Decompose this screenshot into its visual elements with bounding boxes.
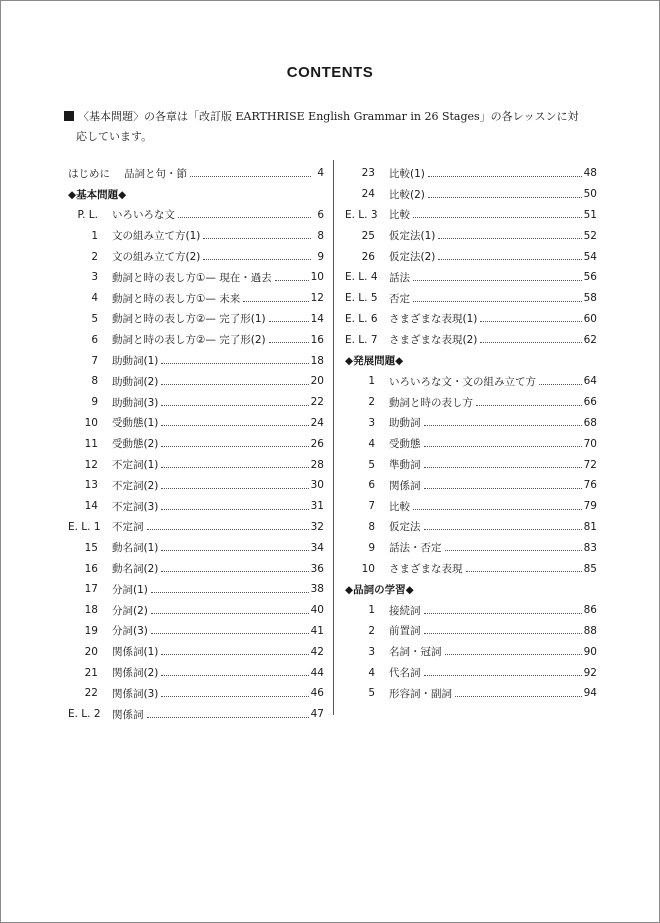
toc-entry-prefix: はじめに [68,167,110,180]
toc-entry-number: 7 [368,500,375,513]
toc-entry[interactable] [68,205,324,226]
toc-entry-number: 3 [91,271,98,284]
toc-entry-page: 38 [310,583,324,596]
toc-entry-label: 不定詞(3) [112,500,159,513]
dot-leader [466,571,582,572]
toc-entry[interactable] [345,662,597,683]
dot-leader [151,633,309,634]
toc-entry-number: E. L. 1 [68,520,101,533]
dot-leader [161,363,308,364]
dot-leader [445,654,582,655]
dot-leader [203,259,311,260]
toc-entry-label: 動詞と時の表し方 [389,396,473,409]
toc-entry-label: 動詞と時の表し方①— 未来 [112,292,241,305]
toc-entry-label: 前置詞 [389,625,421,638]
toc-entry-label: 助動詞(1) [112,355,159,368]
toc-entry-label: 分詞(2) [112,604,148,617]
toc-entry-page: 20 [310,375,324,388]
toc-entry[interactable] [345,225,597,246]
toc-entry[interactable] [345,371,597,392]
toc-entry-label: 動詞と時の表し方②— 完了形(2) [112,334,266,347]
toc-entry-page: 88 [583,624,597,637]
toc-entry-label: 形容詞・副詞 [389,687,452,700]
toc-entry[interactable] [68,558,324,579]
toc-entry-page: 16 [310,333,324,346]
dot-leader [438,259,581,260]
toc-entry-label: いろいろな文 [112,209,175,222]
dot-leader [428,197,582,198]
toc-entry-number: 10 [361,562,375,575]
toc-entry-label: 名詞・冠詞 [389,646,442,659]
dot-leader [424,467,582,468]
dot-leader [476,405,582,406]
toc-entry-label: 関係詞(2) [112,667,159,680]
dot-leader [190,176,311,177]
toc-entry[interactable] [345,413,597,434]
toc-entry-number: 13 [84,479,98,492]
dot-leader [424,488,582,489]
toc-entry[interactable] [68,537,324,558]
toc-entry-page: 90 [583,645,597,658]
toc-entry-number: 7 [91,354,98,367]
toc-entry-page: 56 [583,271,597,284]
dot-leader [161,446,308,447]
toc-entry-number: E. L. 7 [345,333,378,346]
toc-entry-label: 文の組み立て方(2) [112,251,201,264]
toc-entry-page: 36 [310,562,324,575]
toc-entry-number: 10 [84,416,98,429]
toc-entry-label: 関係詞(1) [112,646,159,659]
dot-leader [424,446,582,447]
toc-entry-page: 26 [310,437,324,450]
toc-entry[interactable] [68,225,324,246]
toc-left-column [68,163,324,725]
toc-entry-page: 9 [317,250,324,263]
dot-leader [161,696,308,697]
toc-entry[interactable] [68,267,324,288]
toc-entry-page: 92 [583,666,597,679]
toc-entry[interactable] [68,309,324,330]
toc-entry-page: 70 [583,437,597,450]
dot-leader [269,342,309,343]
column-divider [333,160,334,715]
toc-entry[interactable] [345,205,597,226]
toc-entry-number: E. L. 4 [345,271,378,284]
toc-entry-number: 1 [368,375,375,388]
toc-entry-number: 16 [84,562,98,575]
toc-entry[interactable] [68,413,324,434]
toc-entry-label: 受動態(2) [112,438,159,451]
toc-entry-label: 仮定法 [389,521,421,534]
square-bullet-icon [64,111,74,121]
toc-entry-page: 44 [310,666,324,679]
toc-entry-page: 86 [583,604,597,617]
toc-entry-page: 68 [583,416,597,429]
toc-entry-number: 6 [91,333,98,346]
toc-entry-label: 不定詞(2) [112,479,159,492]
toc-entry-page: 83 [583,541,597,554]
toc-entry-page: 85 [583,562,597,575]
toc-entry-number: 12 [84,458,98,471]
toc-entry-number: 5 [91,312,98,325]
toc-entry-label: 動詞と時の表し方①— 現在・過去 [112,271,272,284]
dot-leader [455,696,582,697]
toc-entry[interactable] [68,517,324,538]
toc-entry-number: 2 [368,396,375,409]
toc-entry-label: 品詞と句・節 [124,167,187,180]
dot-leader [161,509,308,510]
toc-entry-label: 比較 [389,500,410,513]
dot-leader [147,529,309,530]
toc-entry-page: 40 [310,604,324,617]
toc-entry[interactable] [345,392,597,413]
toc-entry-number: 3 [368,645,375,658]
dot-leader [203,238,311,239]
toc-entry[interactable] [68,496,324,517]
toc-entry-page: 62 [583,333,597,346]
toc-entry-number: 4 [368,437,375,450]
toc-entry-number: 9 [91,396,98,409]
toc-entry-page: 76 [583,479,597,492]
toc-entry-page: 60 [583,312,597,325]
toc-entry-label: 仮定法(2) [389,251,436,264]
toc-entry-number: 6 [368,479,375,492]
toc-entry-label: 助動詞(3) [112,396,159,409]
dot-leader [480,321,581,322]
dot-leader [151,592,309,593]
toc-entry-page: 10 [310,271,324,284]
dot-leader [424,675,582,676]
toc-entry-page: 66 [583,396,597,409]
toc-entry[interactable] [345,537,597,558]
dot-leader [413,301,582,302]
dot-leader [480,342,581,343]
toc-entry-page: 79 [583,500,597,513]
toc-entry-page: 34 [310,541,324,554]
toc-entry[interactable] [345,517,597,538]
toc-entry-number: 14 [84,500,98,513]
toc-entry[interactable] [68,371,324,392]
section-heading: ◆基本問題◆ [68,188,127,201]
toc-entry-number: E. L. 3 [345,208,378,221]
toc-entry-number: E. L. 2 [68,708,101,721]
toc-entry-number: 2 [368,624,375,637]
toc-entry-number: 24 [361,188,375,201]
dot-leader [161,384,308,385]
toc-entry[interactable] [345,163,597,184]
toc-entry[interactable] [68,641,324,662]
toc-entry[interactable] [68,433,324,454]
dot-leader [424,633,582,634]
dot-leader [161,467,308,468]
toc-entry-page: 41 [310,624,324,637]
toc-entry-label: 助動詞(2) [112,375,159,388]
toc-entry-label: 関係詞 [389,479,421,492]
dot-leader [161,425,308,426]
toc-entry-number: 8 [91,375,98,388]
toc-entry[interactable] [345,496,597,517]
toc-entry-page: 30 [310,479,324,492]
toc-entry-page: 31 [310,500,324,513]
dot-leader [161,675,308,676]
dot-leader [424,613,582,614]
toc-entry-number: 8 [368,520,375,533]
dot-leader [413,509,582,510]
toc-entry-page: 72 [583,458,597,471]
toc-entry-page: 4 [317,167,324,180]
toc-entry-number: E. L. 6 [345,312,378,325]
toc-entry-label: 仮定法(1) [389,230,436,243]
toc-entry-page: 54 [583,250,597,263]
toc-entry-number: 5 [368,458,375,471]
dot-leader [445,550,582,551]
toc-entry[interactable] [345,184,597,205]
toc-entry-page: 64 [583,375,597,388]
toc-entry-page: 58 [583,292,597,305]
toc-entry-number: 3 [368,416,375,429]
toc-entry-label: さまざまな表現(1) [389,313,478,326]
toc-entry[interactable] [345,309,597,330]
toc-entry-number: 21 [84,666,98,679]
dot-leader [161,654,308,655]
toc-entry-number: 25 [361,229,375,242]
toc-entry-page: 22 [310,396,324,409]
toc-entry[interactable] [345,621,597,642]
toc-entry[interactable] [345,683,597,704]
toc-entry[interactable] [345,558,597,579]
toc-entry-page: 32 [310,520,324,533]
toc-entry-label: 比較 [389,209,410,222]
toc-entry-label: さまざまな表現 [389,563,463,576]
dot-leader [243,301,308,302]
toc-entry-number: 17 [84,583,98,596]
toc-entry-page: 42 [310,645,324,658]
toc-right-column [345,163,597,704]
section-heading: ◆発展問題◆ [345,355,404,368]
toc-entry[interactable] [68,329,324,350]
dot-leader [161,571,308,572]
toc-entry[interactable] [345,267,597,288]
toc-entry-label: 比較(1) [389,167,425,180]
toc-entry-number: 15 [84,541,98,554]
toc-entry-page: 6 [317,208,324,221]
intro-line-2: 応しています。 [76,130,153,143]
toc-entry[interactable] [68,288,324,309]
toc-entry-label: いろいろな文・文の組み立て方 [389,375,536,388]
toc-entry-number: 2 [91,250,98,263]
toc-entry-label: 動名詞(2) [112,563,159,576]
dot-leader [413,280,582,281]
toc-entry-page: 18 [310,354,324,367]
toc-entry-number: 20 [84,645,98,658]
dot-leader [438,238,581,239]
toc-entry-label: さまざまな表現(2) [389,334,478,347]
toc-entry-page: 81 [583,520,597,533]
toc-entry-page: 12 [310,292,324,305]
toc-entry[interactable] [68,475,324,496]
toc-entry[interactable] [345,454,597,475]
dot-leader [428,176,582,177]
section-heading: ◆品詞の学習◆ [345,583,414,596]
toc-entry-number: 1 [91,229,98,242]
dot-leader [147,717,309,718]
toc-entry-number: 5 [368,687,375,700]
toc-entry-number: 11 [84,437,98,450]
toc-entry[interactable] [68,600,324,621]
toc-entry-page: 46 [310,687,324,700]
dot-leader [161,550,308,551]
toc-entry-label: 接続詞 [389,604,421,617]
toc-entry-number: 18 [84,604,98,617]
toc-entry-number: 4 [91,292,98,305]
toc-entry-page: 51 [583,208,597,221]
dot-leader [178,217,311,218]
intro-line-1: 〈基本問題〉の各章は「改訂版 EARTHRISE English Grammar in 26 Stages」の各レッスンに対 [64,107,604,127]
toc-entry-label: 話法・否定 [389,542,442,555]
toc-entry[interactable] [68,454,324,475]
dot-leader [424,425,582,426]
toc-entry[interactable] [68,350,324,371]
toc-entry-number: 4 [368,666,375,679]
toc-entry-page: 48 [583,167,597,180]
toc-entry-label: 不定詞 [112,521,144,534]
toc-entry-number: 1 [368,604,375,617]
dot-leader [424,529,582,530]
dot-leader [275,280,309,281]
toc-entry-number: P. L. [77,208,98,221]
toc-entry-label: 文の組み立て方(1) [112,230,201,243]
toc-entry-page: 8 [317,229,324,242]
toc-entry-label: 不定詞(1) [112,459,159,472]
toc-entry-label: 助動詞 [389,417,421,430]
intro-note [64,107,604,147]
toc-entry-label: 比較(2) [389,188,425,201]
dot-leader [539,384,582,385]
toc-entry-label: 動詞と時の表し方②— 完了形(1) [112,313,266,326]
dot-leader [413,217,582,218]
toc-entry-number: 23 [361,167,375,180]
toc-entry[interactable] [68,392,324,413]
toc-entry[interactable] [68,683,324,704]
toc-entry[interactable] [345,246,597,267]
toc-entry[interactable] [68,163,324,184]
toc-entry[interactable] [345,475,597,496]
toc-entry-page: 47 [310,708,324,721]
toc-entry-page: 52 [583,229,597,242]
toc-entry[interactable] [345,641,597,662]
toc-entry-label: 関係詞 [112,708,144,721]
dot-leader [161,488,308,489]
toc-entry-number: 19 [84,624,98,637]
toc-entry[interactable] [345,329,597,350]
dot-leader [161,405,308,406]
toc-entry-page: 24 [310,416,324,429]
toc-entry-label: 話法 [389,271,410,284]
toc-entry-label: 受動態 [389,438,421,451]
toc-entry-page: 94 [583,687,597,700]
toc-entry[interactable] [68,579,324,600]
toc-entry[interactable] [345,288,597,309]
toc-entry-number: 22 [84,687,98,700]
toc-entry[interactable] [68,621,324,642]
toc-entry-label: 代名詞 [389,667,421,680]
toc-entry-label: 分詞(1) [112,583,148,596]
toc-entry[interactable] [68,246,324,267]
toc-entry[interactable] [345,600,597,621]
toc-entry-page: 28 [310,458,324,471]
toc-entry-label: 準動詞 [389,459,421,472]
toc-entry-page: 50 [583,188,597,201]
toc-entry[interactable] [68,662,324,683]
toc-entry-label: 否定 [389,292,410,305]
toc-entry-number: E. L. 5 [345,292,378,305]
toc-entry-label: 関係詞(3) [112,687,159,700]
toc-entry-number: 9 [368,541,375,554]
toc-entry-number: 26 [361,250,375,263]
dot-leader [151,613,309,614]
toc-entry-page: 14 [310,312,324,325]
dot-leader [269,321,309,322]
toc-entry[interactable] [345,433,597,454]
toc-entry-label: 分詞(3) [112,625,148,638]
toc-entry-label: 受動態(1) [112,417,159,430]
toc-entry-label: 動名詞(1) [112,542,159,555]
page-title: CONTENTS [286,64,374,81]
toc-entry[interactable] [68,704,324,725]
